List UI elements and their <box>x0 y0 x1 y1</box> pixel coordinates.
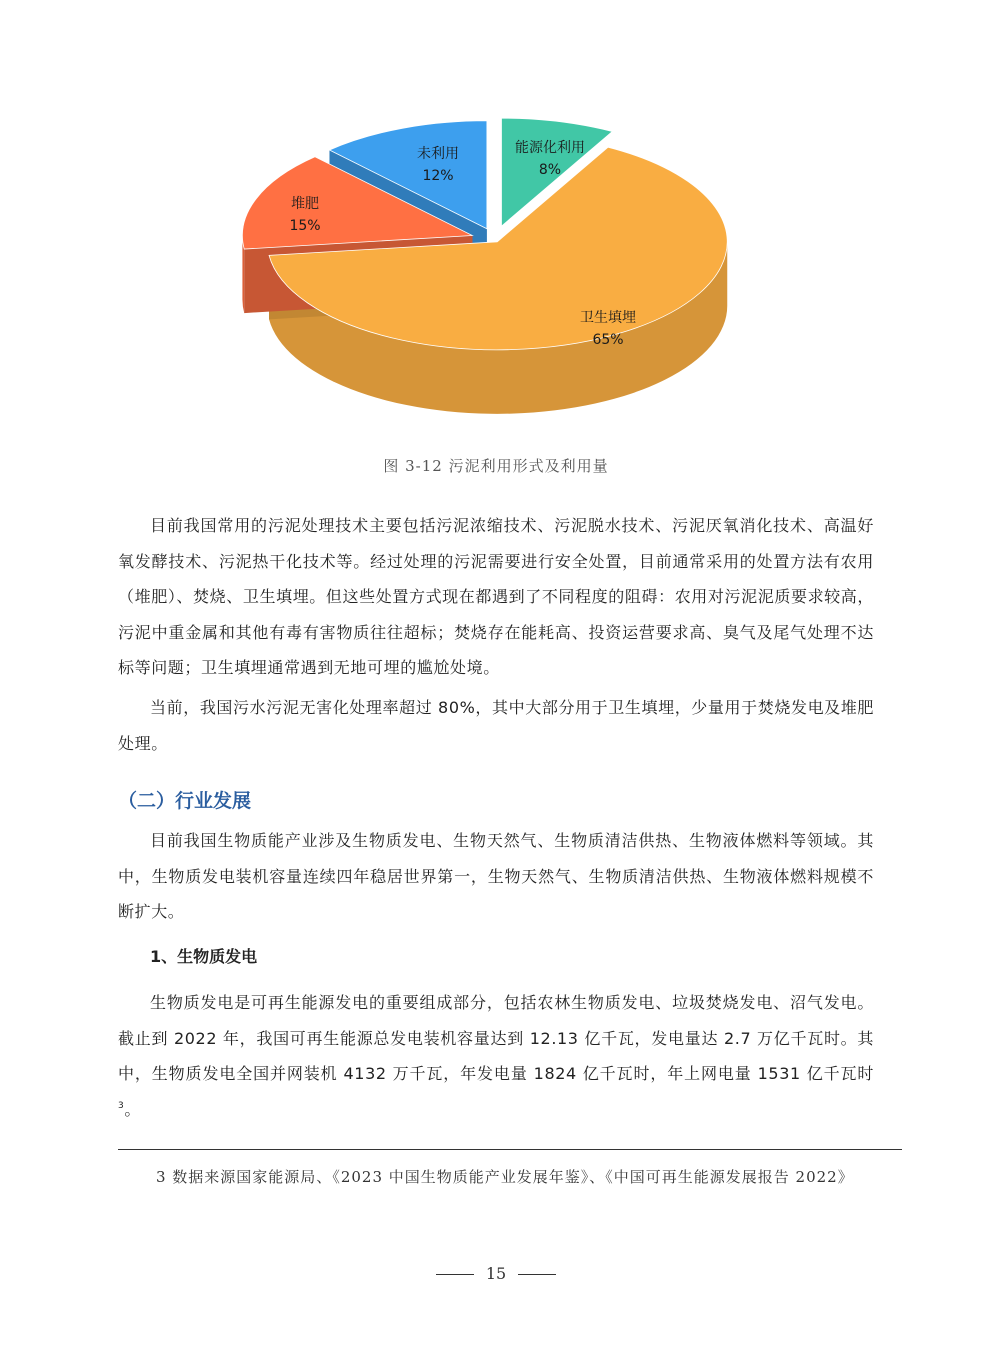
biomass-power-end: 。 <box>124 1099 141 1119</box>
page-number-value: 15 <box>485 1264 507 1283</box>
footnote-marker: 3 <box>118 1100 125 1111</box>
pie-label-name-3: 堆肥 <box>291 196 319 212</box>
paragraph-harmless-rate: 当前，我国污水污泥无害化处理率超过 80%，其中大部分用于卫生填埋，少量用于焚烧发电及堆肥处理。 <box>118 698 874 753</box>
section-heading-industry-development: （二）行业发展 <box>118 790 252 812</box>
pie-label-value-0: 65% <box>592 332 624 348</box>
figure-caption: 图 3-12 污泥利用形式及利用量 <box>383 457 609 475</box>
pie-label-value-2: 12% <box>422 168 454 184</box>
pie-label-value-3: 15% <box>289 218 321 234</box>
page-number-left-line <box>436 1274 474 1275</box>
paragraph-bioenergy-industry: 目前我国生物质能产业涉及生物质发电、生物天然气、生物质清洁供热、生物液体燃料等领域。其中，生物质发电装机容量连续四年稳居世界第一，生物天然气、生物质清洁供热、生物液体燃料规模不断扩大。 <box>118 831 874 921</box>
sludge-utilization-pie-chart <box>230 100 770 440</box>
footnote-text: 3 数据来源国家能源局、《2023 中国生物质能产业发展年鉴》、《中国可再生能源发展报告 2022》 <box>156 1168 854 1186</box>
page-number <box>0 1264 992 1283</box>
subsection-heading-biomass-power: 1、生物质发电 <box>150 947 258 966</box>
pie-label-name-1: 能源化利用 <box>515 140 585 156</box>
paragraph-biomass-power <box>118 985 874 1127</box>
pie-label-name-2: 未利用 <box>417 146 459 162</box>
footnote-divider <box>118 1149 902 1150</box>
paragraph-sludge-treatment: 目前我国常用的污泥处理技术主要包括污泥浓缩技术、污泥脱水技术、污泥厌氧消化技术、高温好氧发酵技术、污泥热干化技术等。经过处理的污泥需要进行安全处置，目前通常采用的处置方法有农用（堆肥）、焚烧、卫生填埋。但这些处置方式现在都遇到了不同程度的阻碍：农用对污泥泥质要求较高，污泥中重金属和其他有毒有害物质往往超标；焚烧存在能耗高、投资运营要求高、臭气及尾气处理不达标等问题；卫生填埋通常遇到无地可埋的尴尬处境。 <box>118 516 874 677</box>
page-number-right-line <box>518 1274 556 1275</box>
biomass-power-text: 生物质发电是可再生能源发电的重要组成部分，包括农林生物质发电、垃圾焚烧发电、沼气发电。截止到 2022 年，我国可再生能源总发电装机容量达到 12.13 亿千瓦，发电量达 2.7 万亿千瓦时。其中，生物质发电全国并网装机 4132 万千瓦，年发电量 1824 亿千瓦时，年上网电量 1531 亿千瓦时 <box>118 993 874 1083</box>
pie-label-name-0: 卫生填埋 <box>580 310 636 326</box>
pie-label-value-1: 8% <box>538 162 562 178</box>
